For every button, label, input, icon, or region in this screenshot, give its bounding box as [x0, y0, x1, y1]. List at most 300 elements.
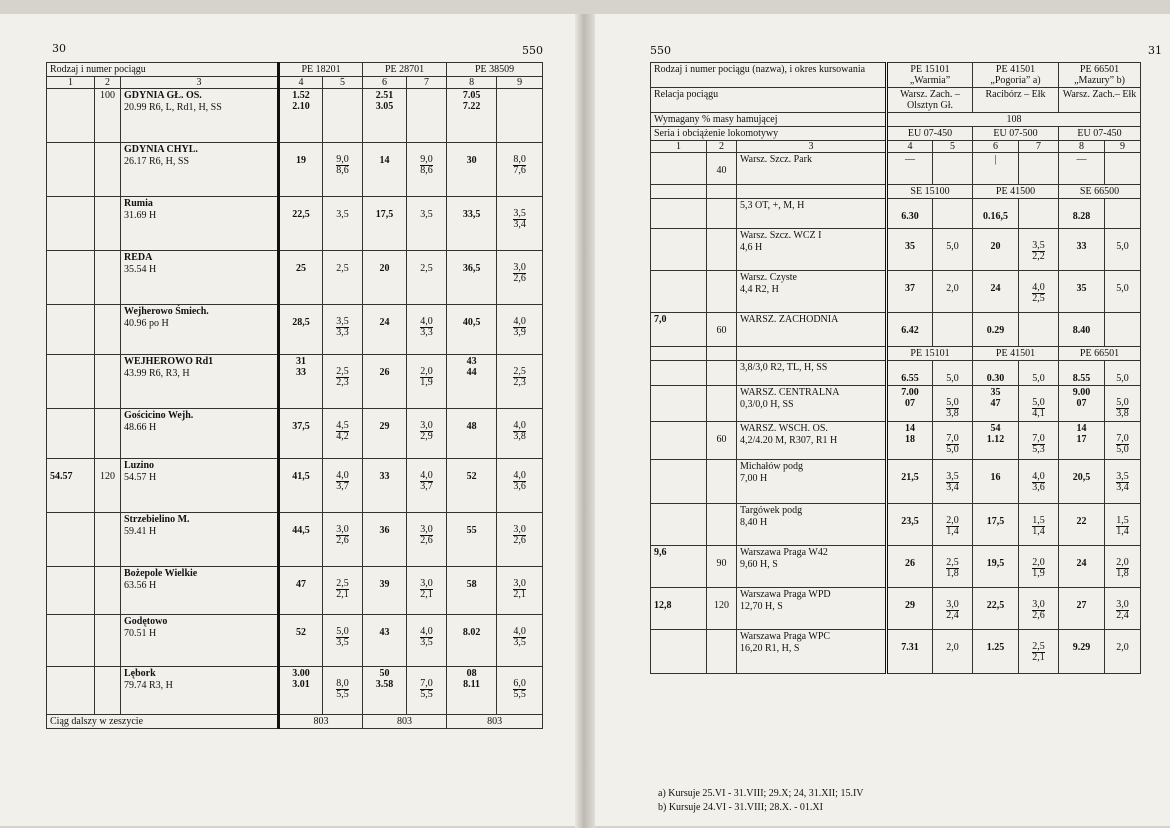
km-mark: 60	[716, 325, 727, 336]
time-cell	[279, 89, 323, 143]
time-cell	[447, 305, 497, 355]
speed-value: 2,0	[1116, 557, 1129, 568]
station-info: 4,6 H	[740, 242, 763, 253]
time-value: 08	[466, 668, 477, 679]
speed-cell	[497, 513, 543, 567]
time-value: 24	[1076, 558, 1087, 569]
speed-cell	[323, 143, 363, 197]
left-timetable	[46, 62, 543, 729]
speed-value: 5,0	[946, 241, 959, 252]
time-cell	[1059, 313, 1105, 347]
station-info: 48.66 H	[124, 422, 157, 433]
time-cell	[973, 630, 1019, 674]
sub-train-number: PE 41501	[973, 347, 1059, 361]
time-cell	[279, 513, 323, 567]
station-name: WARSZ. WSCH. OS.	[740, 423, 828, 434]
speed-value: 3,4	[1116, 482, 1129, 493]
station-cell	[121, 143, 279, 197]
speed-cell	[933, 546, 973, 588]
time-value: 20	[990, 241, 1001, 252]
time-cell	[363, 513, 407, 567]
station-cell	[737, 588, 887, 630]
speed-value: 4,0	[513, 420, 526, 431]
station-cell	[737, 630, 887, 674]
speed-value: 3,5	[1032, 240, 1045, 251]
time-value: 20	[379, 263, 390, 274]
time-cell	[447, 615, 497, 667]
speed-fraction	[336, 627, 349, 648]
station-cell	[737, 386, 887, 422]
time-cell	[973, 313, 1019, 347]
station-name: Warszawa Praga WPC	[740, 631, 831, 642]
km-cell	[651, 546, 707, 588]
speed-cell	[1105, 386, 1141, 422]
station-cell	[121, 251, 279, 305]
time-cell	[447, 197, 497, 251]
time-cell	[447, 513, 497, 567]
station-name: GDYNIA CHYL.	[124, 144, 198, 155]
time-value: 48	[466, 421, 477, 432]
station-info: 40.96 po H	[124, 318, 169, 329]
speed-value: 2,0	[946, 283, 959, 294]
speed-value: 3,3	[420, 327, 433, 338]
time-cell	[887, 588, 933, 630]
column-number: 7	[407, 77, 447, 89]
km-sub-cell	[95, 667, 121, 715]
time-value: 17,5	[986, 516, 1005, 527]
station-name: Warszawa Praga WPD	[740, 589, 831, 600]
speed-cell	[1105, 199, 1141, 229]
station-info: 8,40 H	[740, 517, 768, 528]
station-cell	[121, 459, 279, 513]
speed-value: 2,4	[946, 610, 959, 621]
km-mark: 120	[100, 471, 115, 482]
time-cell	[279, 459, 323, 513]
speed-value: 3,0	[420, 524, 433, 535]
speed-value: 2,1	[513, 589, 526, 600]
station-info: 16,20 R1, H, S	[740, 643, 800, 654]
speed-value: 9,0	[336, 154, 349, 165]
speed-value: 3,6	[513, 481, 526, 492]
train-relation: Warsz. Zach.– Ełk	[1059, 88, 1141, 113]
station-name: Gościcino Wejh.	[124, 410, 194, 421]
speed-value: 3,6	[1032, 482, 1045, 493]
time-value: 33	[296, 367, 307, 378]
km-sub-cell	[95, 197, 121, 251]
speed-value: 2,5	[420, 263, 433, 274]
km-sub-cell	[707, 153, 737, 185]
speed-value: 2,5	[1032, 641, 1045, 652]
speed-value: 9,0	[420, 154, 433, 165]
speed-value: 2,0	[420, 366, 433, 377]
speed-fraction	[420, 627, 433, 648]
station-info: 9,60 H, S	[740, 559, 778, 570]
train-relation-label: Relacja pociągu	[651, 88, 887, 113]
station-name: Bożepole Wielkie	[124, 568, 198, 579]
time-value: 54	[990, 423, 1001, 434]
book-spine	[575, 14, 595, 828]
km-sub-cell	[707, 460, 737, 504]
speed-value: 1,5	[1116, 515, 1129, 526]
station-cell	[737, 347, 887, 361]
time-cell	[447, 143, 497, 197]
time-value: 07	[1076, 398, 1087, 409]
time-cell	[973, 271, 1019, 313]
speed-cell	[407, 567, 447, 615]
station-name: GDYNIA GŁ. OS.	[124, 90, 202, 101]
station-name: REDA	[124, 252, 153, 263]
speed-value: 5,5	[336, 689, 349, 700]
speed-fraction	[946, 516, 959, 537]
column-number: 1	[47, 77, 95, 89]
km-cell	[651, 229, 707, 271]
speed-cell	[933, 386, 973, 422]
km-cell	[47, 615, 95, 667]
station-info: 7,00 H	[740, 473, 768, 484]
station-name: Warszawa Praga W42	[740, 547, 828, 558]
station-name: Wejherowo Śmiech.	[124, 306, 209, 317]
speed-cell	[1019, 229, 1059, 271]
km-sub-cell	[707, 386, 737, 422]
speed-fraction	[1032, 472, 1045, 493]
column-number: 2	[707, 141, 737, 153]
speed-value: 3,0	[420, 420, 433, 431]
station-name: Strzebielino M.	[124, 514, 190, 525]
km-cell	[47, 251, 95, 305]
km-cell	[47, 89, 95, 143]
km-mark: 60	[716, 434, 727, 445]
time-value: 2.51	[375, 90, 394, 101]
train-number: PE 41501	[995, 64, 1036, 75]
time-value: 39	[379, 579, 390, 590]
speed-cell	[407, 197, 447, 251]
train-number-header: PE 38509	[447, 63, 543, 77]
time-value: 26	[379, 367, 390, 378]
station-info: 5,3 OT, +, M, H	[740, 200, 805, 211]
km-cell	[651, 271, 707, 313]
time-value: 1.12	[986, 434, 1005, 445]
speed-value: 3,7	[336, 481, 349, 492]
speed-cell	[323, 513, 363, 567]
speed-cell	[1019, 271, 1059, 313]
speed-value: 2,5	[1032, 293, 1045, 304]
speed-cell	[1019, 422, 1059, 460]
station-cell	[737, 504, 887, 546]
speed-cell	[1019, 386, 1059, 422]
time-value: 31	[296, 356, 307, 367]
time-value: 3.00	[292, 668, 310, 679]
station-name: Luzino	[124, 460, 155, 471]
speed-value: 2,3	[336, 377, 349, 388]
speed-value: 8,0	[513, 154, 526, 165]
time-cell	[447, 355, 497, 409]
speed-fraction	[513, 367, 526, 388]
time-cell	[279, 143, 323, 197]
speed-value: 7,6	[513, 165, 526, 176]
speed-fraction	[1116, 516, 1129, 537]
wagon-count: 803	[447, 715, 543, 729]
speed-fraction	[946, 600, 959, 621]
time-cell	[447, 459, 497, 513]
column-number: 5	[323, 77, 363, 89]
station-info: 4,4 R2, H	[740, 284, 779, 295]
speed-value: 2,0	[946, 642, 959, 653]
speed-fraction	[336, 155, 349, 176]
speed-value: 6,0	[513, 678, 526, 689]
speed-value: 2,6	[513, 535, 526, 546]
time-cell	[447, 667, 497, 715]
speed-value: 1,4	[946, 526, 959, 537]
station-name: Lębork	[124, 668, 156, 679]
speed-value: 2,1	[336, 589, 349, 600]
time-value: 22	[1076, 516, 1087, 527]
time-value: 26	[905, 558, 915, 569]
station-info: 63.56 H	[124, 580, 157, 591]
km-mark: 120	[714, 600, 729, 611]
time-cell	[887, 504, 933, 546]
time-value: 52	[466, 471, 477, 482]
speed-value: 3,5	[1116, 471, 1129, 482]
time-cell	[279, 197, 323, 251]
speed-value: 1,4	[1116, 526, 1129, 537]
time-value: 7.05	[462, 90, 481, 101]
speed-cell	[1019, 546, 1059, 588]
time-value: 8.02	[462, 627, 481, 638]
speed-value: 1,5	[1032, 515, 1045, 526]
time-cell	[1059, 422, 1105, 460]
time-cell	[887, 546, 933, 588]
time-value: 40,5	[462, 317, 481, 328]
time-cell	[1059, 630, 1105, 674]
speed-fraction	[1116, 472, 1129, 493]
time-value: 8.40	[1072, 325, 1091, 336]
speed-cell	[323, 89, 363, 143]
time-value: 36	[379, 525, 390, 536]
time-value: 44,5	[292, 525, 310, 536]
station-cell	[737, 361, 887, 386]
time-cell	[973, 229, 1019, 271]
time-value: 52	[296, 627, 307, 638]
station-info: 31.69 H	[124, 210, 157, 221]
continuation-label: Ciąg dalszy w zeszycie	[47, 715, 279, 729]
speed-value: 1,8	[1116, 568, 1129, 579]
speed-value: 3,5	[420, 209, 433, 220]
speed-value: 2,2	[1032, 251, 1045, 262]
km-sub-cell	[95, 355, 121, 409]
speed-value: 5,0	[946, 397, 959, 408]
train-number-header	[1059, 63, 1141, 88]
km-cell	[651, 347, 707, 361]
speed-cell	[1105, 271, 1141, 313]
speed-cell	[1019, 361, 1059, 386]
speed-value: 3,0	[513, 524, 526, 535]
time-value: 9.00	[1072, 387, 1091, 398]
km-sub-cell	[707, 504, 737, 546]
station-cell	[121, 355, 279, 409]
station-cell	[121, 615, 279, 667]
speed-value: 2,0	[946, 515, 959, 526]
speed-value: 5,5	[420, 689, 433, 700]
time-cell	[973, 386, 1019, 422]
speed-value: 3,8	[946, 408, 959, 419]
km-sub-cell	[95, 409, 121, 459]
time-cell	[363, 409, 407, 459]
km-cell	[47, 459, 95, 513]
speed-cell	[933, 361, 973, 386]
speed-fraction	[1032, 398, 1045, 419]
km-sub-cell	[95, 459, 121, 513]
train-name: „Warmia”	[909, 75, 951, 86]
column-number: 9	[497, 77, 543, 89]
speed-value: 2,5	[946, 557, 959, 568]
speed-value: 5,3	[1032, 444, 1045, 455]
speed-fraction	[946, 434, 959, 455]
km-sub-cell	[707, 546, 737, 588]
time-cell: —	[1059, 153, 1105, 185]
speed-value: 5,0	[1032, 373, 1045, 384]
time-cell	[887, 313, 933, 347]
speed-value: 2,5	[513, 366, 526, 377]
time-value: 27	[1076, 600, 1087, 611]
station-cell	[737, 313, 887, 347]
time-cell	[887, 460, 933, 504]
time-value: 3.05	[375, 101, 394, 112]
speed-value: 4,0	[513, 626, 526, 637]
speed-value: 2,0	[1116, 642, 1129, 653]
speed-cell	[497, 459, 543, 513]
time-cell	[279, 305, 323, 355]
speed-value: 2,0	[1032, 557, 1045, 568]
speed-cell	[497, 305, 543, 355]
speed-cell	[1105, 153, 1141, 185]
footnote-b: b) Kursuje 24.VI - 31.VIII; 28.X. - 01.XI	[658, 802, 823, 813]
km-cell	[47, 355, 95, 409]
speed-fraction	[513, 525, 526, 546]
speed-cell	[1105, 229, 1141, 271]
station-cell	[121, 513, 279, 567]
speed-fraction	[336, 679, 349, 700]
train-name: „Mazury” b)	[1074, 75, 1125, 86]
time-value: 8.11	[463, 679, 481, 690]
km-cell	[47, 567, 95, 615]
time-cell	[973, 422, 1019, 460]
station-info: 59.41 H	[124, 526, 157, 537]
time-value: 07	[905, 398, 915, 409]
km-cell	[47, 143, 95, 197]
speed-cell	[933, 630, 973, 674]
column-number: 4	[887, 141, 933, 153]
time-value: 24	[379, 317, 390, 328]
km-cell	[651, 361, 707, 386]
column-number: 2	[95, 77, 121, 89]
time-cell	[973, 504, 1019, 546]
station-cell	[737, 185, 887, 199]
speed-value: 4,0	[420, 470, 433, 481]
km-sub-cell	[95, 89, 121, 143]
km-mark: 12,8	[654, 600, 672, 611]
speed-cell	[407, 667, 447, 715]
speed-value: 5,0	[1032, 397, 1045, 408]
time-cell	[447, 251, 497, 305]
time-value: 47	[296, 579, 307, 590]
speed-value: 3,9	[513, 327, 526, 338]
time-cell	[887, 630, 933, 674]
speed-fraction	[946, 398, 959, 419]
time-value: 1.25	[986, 642, 1005, 653]
speed-value: 3,8	[513, 431, 526, 442]
time-value: 14	[379, 155, 390, 166]
speed-cell	[933, 313, 973, 347]
time-cell	[1059, 588, 1105, 630]
time-cell	[1059, 229, 1105, 271]
km-cell	[651, 199, 707, 229]
speed-cell	[1105, 546, 1141, 588]
time-value: 1.52	[292, 90, 310, 101]
speed-value: 5,5	[513, 689, 526, 700]
km-cell	[651, 153, 707, 185]
km-cell	[47, 667, 95, 715]
km-sub-cell	[707, 588, 737, 630]
right-page-code: 550	[650, 44, 671, 57]
column-number: 3	[121, 77, 279, 89]
station-name: WEJHEROWO Rd1	[124, 356, 214, 367]
time-value: 44	[466, 367, 477, 378]
time-value: 25	[296, 263, 307, 274]
time-value: 28,5	[292, 317, 310, 328]
speed-value: 3,5	[336, 209, 349, 220]
speed-value: 2,6	[1032, 610, 1045, 621]
speed-cell	[1019, 460, 1059, 504]
station-cell	[737, 229, 887, 271]
wagon-count: 803	[279, 715, 363, 729]
speed-value: 1,4	[1032, 526, 1045, 537]
time-cell	[279, 409, 323, 459]
station-cell	[737, 422, 887, 460]
speed-fraction	[1032, 241, 1045, 262]
station-cell	[121, 197, 279, 251]
train-number: PE 15101	[910, 64, 950, 75]
km-sub-cell	[707, 422, 737, 460]
speed-value: 3,0	[1032, 599, 1045, 610]
locomotive-series: EU 07-500	[973, 127, 1059, 141]
speed-fraction	[420, 421, 433, 442]
station-name: Targówek podg	[740, 505, 803, 516]
km-cell	[651, 185, 707, 199]
time-cell	[363, 567, 407, 615]
time-value: 58	[466, 579, 477, 590]
speed-value: 3,8	[1116, 408, 1129, 419]
speed-fraction	[513, 421, 526, 442]
speed-value: 7,0	[420, 678, 433, 689]
train-relation: Racibórz – Ełk	[973, 88, 1059, 113]
speed-value: 3,0	[513, 262, 526, 273]
time-cell	[279, 251, 323, 305]
right-page-number: 31	[1148, 44, 1162, 57]
speed-cell	[407, 513, 447, 567]
station-cell	[737, 546, 887, 588]
time-cell	[1059, 386, 1105, 422]
km-sub-cell	[95, 251, 121, 305]
time-value: 23,5	[901, 516, 919, 527]
speed-value: 5,0	[1116, 283, 1129, 294]
speed-fraction	[420, 471, 433, 492]
time-cell: —	[887, 153, 933, 185]
station-info: 79.74 R3, H	[124, 680, 173, 691]
time-value: 20,5	[1072, 472, 1091, 483]
time-value: 17	[1076, 434, 1087, 445]
speed-cell	[407, 305, 447, 355]
time-value: 50	[379, 668, 390, 679]
